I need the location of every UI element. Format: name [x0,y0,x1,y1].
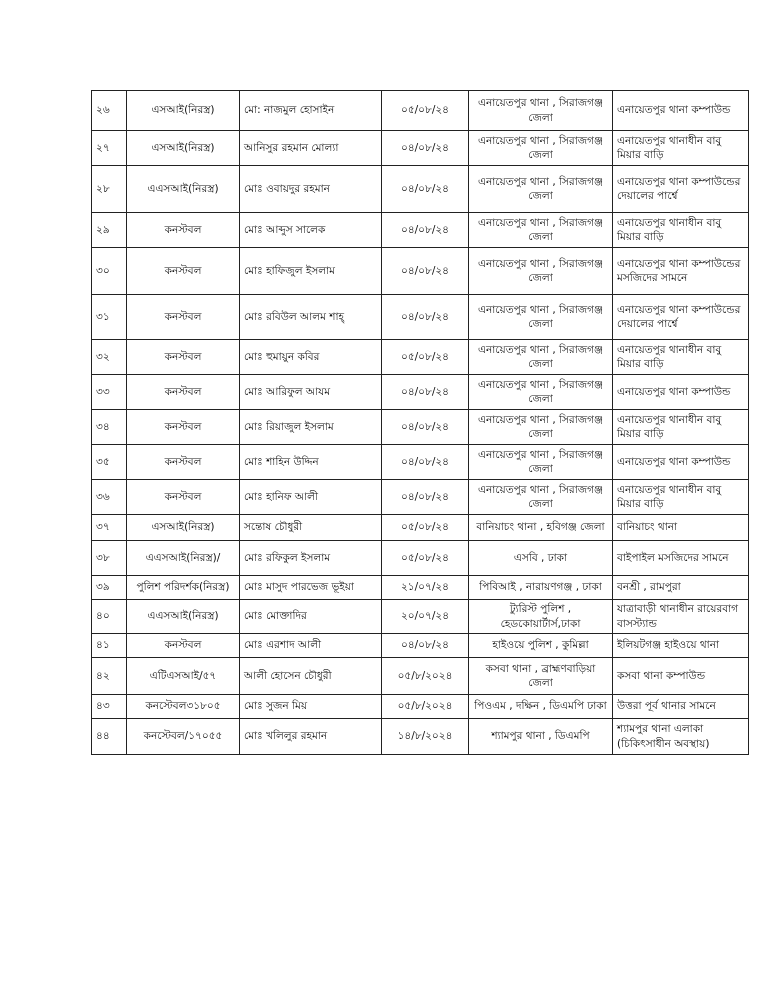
date-cell: ২০/০৭/২৪ [382,600,469,634]
spot-cell: এনায়েতপুর থানাধীন বাবু মিয়ার বাড়ি [613,410,749,445]
place-cell: এনায়েতপুর থানা , সিরাজগঞ্জ জেলা [469,213,613,248]
spot-cell: এনায়েতপুর থানাধীন বাবু মিয়ার বাড়ি [613,131,749,166]
date-cell: ০৫/০৮/২৪ [382,91,469,131]
name-cell: মোঃ সুজন মিয় [240,695,382,719]
place-cell: শ্যামপুর থানা , ডিএমপি [469,719,613,755]
rank-cell: এএসআই(নিরস্ত্র)/ [127,541,240,576]
serial-cell: ২৯ [92,213,127,248]
place-cell: এসবি , ঢাকা [469,541,613,576]
name-cell: মোঃ হুমায়ুন কবির [240,340,382,375]
spot-cell: এনায়েতপুর থানা কম্পাউন্ড [613,445,749,480]
table-row [92,248,749,295]
serial-cell: ৪৪ [92,719,127,755]
rank-cell: কনস্টবল [127,295,240,340]
name-cell: মোঃ ওবায়দুর রহমান [240,166,382,213]
name-cell: মোঃ রবিউল আলম শাহ্ [240,295,382,340]
name-cell: মোঃ শাহিন উদ্দিন [240,445,382,480]
rank-cell: কনস্টবল [127,340,240,375]
place-cell: এনায়েতপুর থানা , সিরাজগঞ্জ জেলা [469,445,613,480]
table-row [92,410,749,445]
date-cell: ০৫/৮/২০২৪ [382,695,469,719]
name-cell: মোঃ হাফিজুল ইসলাম [240,248,382,295]
table-row [92,634,749,658]
table-row [92,576,749,600]
name-cell: মোঃ এরশাদ আলী [240,634,382,658]
rank-cell: কনস্টবল [127,634,240,658]
place-cell: কসবা থানা , ব্রাহ্মণবাড়িয়া জেলা [469,658,613,695]
spot-cell: কসবা থানা কম্পাউন্ড [613,658,749,695]
place-cell: হাইওয়ে পুলিশ , কুমিল্লা [469,634,613,658]
serial-cell: ৩৪ [92,410,127,445]
place-cell: বানিয়াচং থানা , হবিগঞ্জ জেলা [469,515,613,541]
place-cell: এনায়েতপুর থানা , সিরাজগঞ্জ জেলা [469,166,613,213]
spot-cell: বানিয়াচং থানা [613,515,749,541]
date-cell: ০৪/০৮/২৪ [382,166,469,213]
serial-cell: ৩৩ [92,375,127,410]
date-cell: ০৪/০৮/২৪ [382,248,469,295]
rank-cell: কনস্টেবল৩১৮০৫ [127,695,240,719]
table-row [92,375,749,410]
name-cell: আনিসুর রহমান মোল্যা [240,131,382,166]
spot-cell: ইলিয়টগঞ্জ হাইওয়ে থানা [613,634,749,658]
rank-cell: কনস্টবল [127,248,240,295]
table-row [92,340,749,375]
place-cell: এনায়েতপুর থানা , সিরাজগঞ্জ জেলা [469,480,613,515]
serial-cell: ৩৭ [92,515,127,541]
place-cell: এনায়েতপুর থানা , সিরাজগঞ্জ জেলা [469,131,613,166]
date-cell: ২১/০৭/২৪ [382,576,469,600]
spot-cell: এনায়েতপুর থানা কম্পাউন্ড [613,91,749,131]
name-cell: মোঃ মাসুদ পারভেজ ভূইয়া [240,576,382,600]
serial-cell: ২৬ [92,91,127,131]
serial-cell: ৪১ [92,634,127,658]
serial-cell: ৩০ [92,248,127,295]
name-cell: আলী হোসেন চৌধুরী [240,658,382,695]
table-row [92,658,749,695]
serial-cell: ২৮ [92,166,127,213]
place-cell: এনায়েতপুর থানা , সিরাজগঞ্জ জেলা [469,295,613,340]
date-cell: ০৫/৮/২০২৪ [382,658,469,695]
spot-cell: এনায়েতপুর থানা কম্পাউন্ডের মসজিদের সামনে [613,248,749,295]
name-cell: সন্তোষ চৌধুরী [240,515,382,541]
rank-cell: এটিএসআই/৫৭ [127,658,240,695]
name-cell: মো: নাজমুল হোসাইন [240,91,382,131]
spot-cell: যাত্রাবাড়ী থানাধীন রায়েরবাগ বাসস্ট্যান্ড [613,600,749,634]
name-cell: মোঃ রিয়াজুল ইসলাম [240,410,382,445]
date-cell: ০৪/০৮/২৪ [382,295,469,340]
table-row [92,213,749,248]
table-row [92,91,749,131]
table-row [92,695,749,719]
serial-cell: ৩৬ [92,480,127,515]
rank-cell: এসআই(নিরস্ত্র) [127,131,240,166]
serial-cell: ৩৫ [92,445,127,480]
serial-cell: ৪০ [92,600,127,634]
date-cell: ০৫/০৮/২৪ [382,541,469,576]
date-cell: ০৫/০৮/২৪ [382,340,469,375]
rank-cell: কনস্টেবল/১৭০৫৫ [127,719,240,755]
table-row [92,719,749,755]
date-cell: ০৪/০৮/২৪ [382,131,469,166]
table-row [92,480,749,515]
rank-cell: কনস্টবল [127,213,240,248]
place-cell: পিওএম , দক্ষিন , ডিএমপি ঢাকা [469,695,613,719]
name-cell: মোঃ হানিফ আলী [240,480,382,515]
place-cell: এনায়েতপুর থানা , সিরাজগঞ্জ জেলা [469,410,613,445]
place-cell: পিবিআই , নারায়ণগঞ্জ , ঢাকা [469,576,613,600]
rank-cell: কনস্টবল [127,445,240,480]
place-cell: এনায়েতপুর থানা , সিরাজগঞ্জ জেলা [469,248,613,295]
rank-cell: এসআই(নিরস্ত্র) [127,91,240,131]
rank-cell: কনস্টবল [127,480,240,515]
casualty-record-table [91,90,749,755]
date-cell: ০৪/০৮/২৪ [382,410,469,445]
serial-cell: ৩১ [92,295,127,340]
spot-cell: উত্তরা পূর্ব থানার সামনে [613,695,749,719]
spot-cell: বনশ্রী , রামপুরা [613,576,749,600]
place-cell: এনায়েতপুর থানা , সিরাজগঞ্জ জেলা [469,91,613,131]
spot-cell: বাইপাইল মসজিদের সামনে [613,541,749,576]
table-row [92,166,749,213]
rank-cell: এসআই(নিরস্ত্র) [127,515,240,541]
serial-cell: ৩৮ [92,541,127,576]
date-cell: ১৪/৮/২০২৪ [382,719,469,755]
rank-cell: কনস্টবল [127,375,240,410]
serial-cell: ৪৩ [92,695,127,719]
date-cell: ০৪/০৮/২৪ [382,480,469,515]
spot-cell: এনায়েতপুর থানাধীন বাবু মিয়ার বাড়ি [613,213,749,248]
rank-cell: কনস্টবল [127,410,240,445]
table-row [92,600,749,634]
serial-cell: ৩৯ [92,576,127,600]
spot-cell: এনায়েতপুর থানাধীন বাবু মিয়ার বাড়ি [613,480,749,515]
date-cell: ০৪/০৮/২৪ [382,213,469,248]
name-cell: মোঃ মোক্তাদির [240,600,382,634]
place-cell: এনায়েতপুর থানা , সিরাজগঞ্জ জেলা [469,340,613,375]
name-cell: মোঃ আরিফুল আযম [240,375,382,410]
spot-cell: শ্যামপুর থানা এলাকা (চিকিৎসাধীন অবস্থায়) [613,719,749,755]
spot-cell: এনায়েতপুর থানা কম্পাউন্ডের দেয়ালের পার্শ্বে [613,295,749,340]
name-cell: মোঃ আব্দুস সালেক [240,213,382,248]
name-cell: মোঃ খলিলুর রহমান [240,719,382,755]
place-cell: ট্যুরিস্ট পুলিশ , হেডকোয়ার্টার্স,ঢাকা [469,600,613,634]
serial-cell: ৪২ [92,658,127,695]
table-row [92,445,749,480]
spot-cell: এনায়েতপুর থানা কম্পাউন্ডের দেয়ালের পার্শ্বে [613,166,749,213]
table-row [92,515,749,541]
name-cell: মোঃ রফিকুল ইসলাম [240,541,382,576]
date-cell: ০৪/০৮/২৪ [382,445,469,480]
table-body [92,91,749,755]
spot-cell: এনায়েতপুর থানাধীন বাবু মিয়ার বাড়ি [613,340,749,375]
date-cell: ০৪/০৮/২৪ [382,375,469,410]
rank-cell: পুলিশ পরিদর্শক(নিরস্ত্র) [127,576,240,600]
rank-cell: এএসআই(নিরস্ত্র) [127,600,240,634]
rank-cell: এএসআই(নিরস্ত্র) [127,166,240,213]
table-row [92,131,749,166]
serial-cell: ২৭ [92,131,127,166]
spot-cell: এনায়েতপুর থানা কম্পাউন্ড [613,375,749,410]
serial-cell: ৩২ [92,340,127,375]
table-row [92,541,749,576]
place-cell: এনায়েতপুর থানা , সিরাজগঞ্জ জেলা [469,375,613,410]
date-cell: ০৫/০৮/২৪ [382,515,469,541]
table-row [92,295,749,340]
date-cell: ০৪/০৮/২৪ [382,634,469,658]
